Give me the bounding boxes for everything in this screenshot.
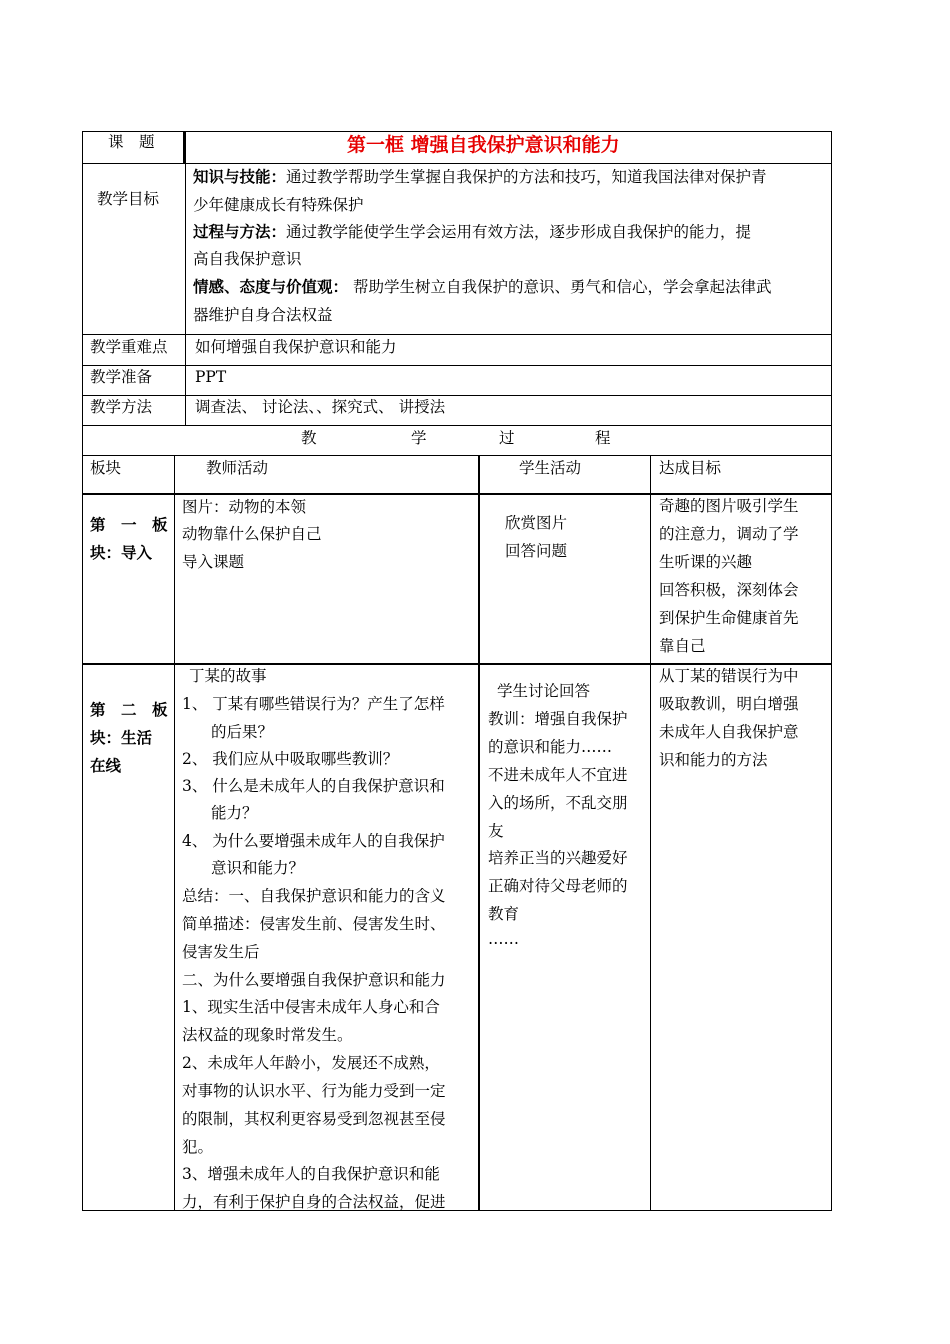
section1-goal-line: 回答积极，深刻体会 <box>659 581 799 599</box>
section2-teacher-line: 1、现实生活中侵害未成年人身心和合 <box>182 998 440 1016</box>
section2-teacher-line: 对事物的认识水平、行为能力受到一定 <box>182 1082 446 1100</box>
section2-student-line: 的意识和能力…… <box>488 738 613 756</box>
section2-teacher-line: 能力？ <box>211 804 258 822</box>
prep-value: PPT <box>195 368 227 386</box>
section2-label-line-3: 在线 <box>90 756 122 775</box>
section2-teacher-line: 力，有利于保护自身的合法权益，促进 <box>182 1193 446 1211</box>
process-line-1 <box>193 222 751 242</box>
goals-label: 教学目标 <box>97 190 160 208</box>
section2-story-title: 丁某的故事 <box>189 667 267 685</box>
focus-value: 如何增强自我保护意识和能力 <box>195 338 397 356</box>
method-label: 教学方法 <box>90 398 153 416</box>
section2-teacher-line: 总结：一、自我保护意识和能力的含义 <box>182 887 446 905</box>
section2-student-head: 学生讨论回答 <box>497 682 591 700</box>
process-heading-char-2: 学 <box>411 429 427 447</box>
section2-teacher-line: 4、 为什么要增强未成年人的自我保护 <box>182 832 445 850</box>
section1-goal-line: 的注意力，调动了学 <box>659 525 799 543</box>
emotion-text-1: 帮助学生树立自我保护的意识、勇气和信心，学会拿起法律武 <box>348 278 772 296</box>
section2-student-line: …… <box>488 930 519 948</box>
section2-teacher-line: 2、 我们应从中吸取哪些教训？ <box>182 750 399 768</box>
section1-label-line-2: 块：导入 <box>90 543 153 562</box>
section2-student-line: 教训：增强自我保护 <box>488 710 628 728</box>
focus-label: 教学重难点 <box>90 338 168 356</box>
process-heading-char-1: 教 <box>301 429 317 447</box>
section2-goal-line: 未成年人自我保护意 <box>659 723 799 741</box>
section2-goal-line: 从丁某的错误行为中 <box>659 667 799 685</box>
process-heading-char-3: 过 <box>499 429 515 447</box>
column-goal: 达成目标 <box>659 459 722 477</box>
prep-label: 教学准备 <box>90 368 153 386</box>
section2-label-line-1: 第 二 板 <box>90 700 168 719</box>
section2-teacher-line: 法权益的现象时常发生。 <box>182 1026 353 1044</box>
section2-student-line: 正确对待父母老师的 <box>488 877 628 895</box>
section2-teacher-line: 侵害发生后 <box>182 943 260 961</box>
column-teacher: 教师活动 <box>206 459 269 477</box>
knowledge-label: 知识与技能： <box>193 167 287 186</box>
section1-label-line-1: 第 一 板 <box>90 515 168 534</box>
section2-student-line: 教育 <box>488 905 520 923</box>
section2-teacher-line: 的后果？ <box>211 723 274 741</box>
section2-teacher-line: 简单描述：侵害发生前、侵害发生时、 <box>182 915 446 933</box>
section1-student-line: 回答问题 <box>505 542 568 560</box>
section2-teacher-line: 2、未成年人年龄小，发展还不成熟， <box>182 1054 440 1072</box>
emotion-label: 情感、态度与价值观： <box>193 277 349 296</box>
knowledge-line-2: 少年健康成长有特殊保护 <box>193 196 364 214</box>
section2-goal-line: 吸取教训，明白增强 <box>659 695 799 713</box>
section2-goal-line: 识和能力的方法 <box>659 751 768 769</box>
section1-teacher-line: 导入课题 <box>182 553 245 571</box>
section1-teacher-line: 图片：动物的本领 <box>182 498 307 516</box>
section1-teacher-line: 动物靠什么保护自己 <box>182 525 322 543</box>
page-title: 第一框 增强自我保护意识和能力 <box>347 134 620 156</box>
column-student: 学生活动 <box>519 459 582 477</box>
process-heading-char-4: 程 <box>595 429 611 447</box>
process-text-1: 通过教学能使学生学会运用有效方法，逐步形成自我保护的能力，提 <box>286 223 752 241</box>
subject-label: 课 题 <box>108 133 155 151</box>
section2-teacher-line: 3、 什么是未成年人的自我保护意识和 <box>182 777 445 795</box>
section1-goal-line: 生听课的兴趣 <box>659 553 753 571</box>
section1-student-line: 欣赏图片 <box>505 514 568 532</box>
knowledge-text-1: 通过教学帮助学生掌握自我保护的方法和技巧，知道我国法律对保护青 <box>286 168 767 186</box>
process-line-2: 高自我保护意识 <box>193 250 302 268</box>
section2-teacher-line: 二、为什么要增强自我保护意识和能力 <box>182 971 446 989</box>
section2-teacher-line: 意识和能力？ <box>211 859 305 877</box>
emotion-line-2: 器维护自身合法权益 <box>193 306 333 324</box>
section2-teacher-line: 1、 丁某有哪些错误行为？产生了怎样 <box>182 695 445 713</box>
column-section: 板块 <box>90 459 122 477</box>
section2-student-line: 不进未成年人不宜进 <box>488 766 628 784</box>
section1-goal-line: 奇趣的图片吸引学生 <box>659 497 799 515</box>
section2-student-line: 培养正当的兴趣爱好 <box>488 849 628 867</box>
process-label: 过程与方法： <box>193 222 287 241</box>
knowledge-line-1 <box>193 167 767 187</box>
section1-goal-line: 到保护生命健康首先 <box>659 609 799 627</box>
section2-teacher-line: 的限制，其权利更容易受到忽视甚至侵 <box>182 1110 446 1128</box>
method-value: 调查法、 讨论法、、探究式、 讲授法 <box>195 398 446 416</box>
section2-student-line: 友 <box>488 822 504 840</box>
section2-label-line-2: 块：生活 <box>90 728 153 747</box>
section1-goal-line: 靠自己 <box>659 637 706 655</box>
section2-teacher-line: 3、增强未成年人的自我保护意识和能 <box>182 1165 440 1183</box>
section2-student-line: 入的场所，不乱交朋 <box>488 794 628 812</box>
section2-teacher-line: 犯。 <box>182 1138 214 1156</box>
emotion-line-1 <box>193 277 771 297</box>
